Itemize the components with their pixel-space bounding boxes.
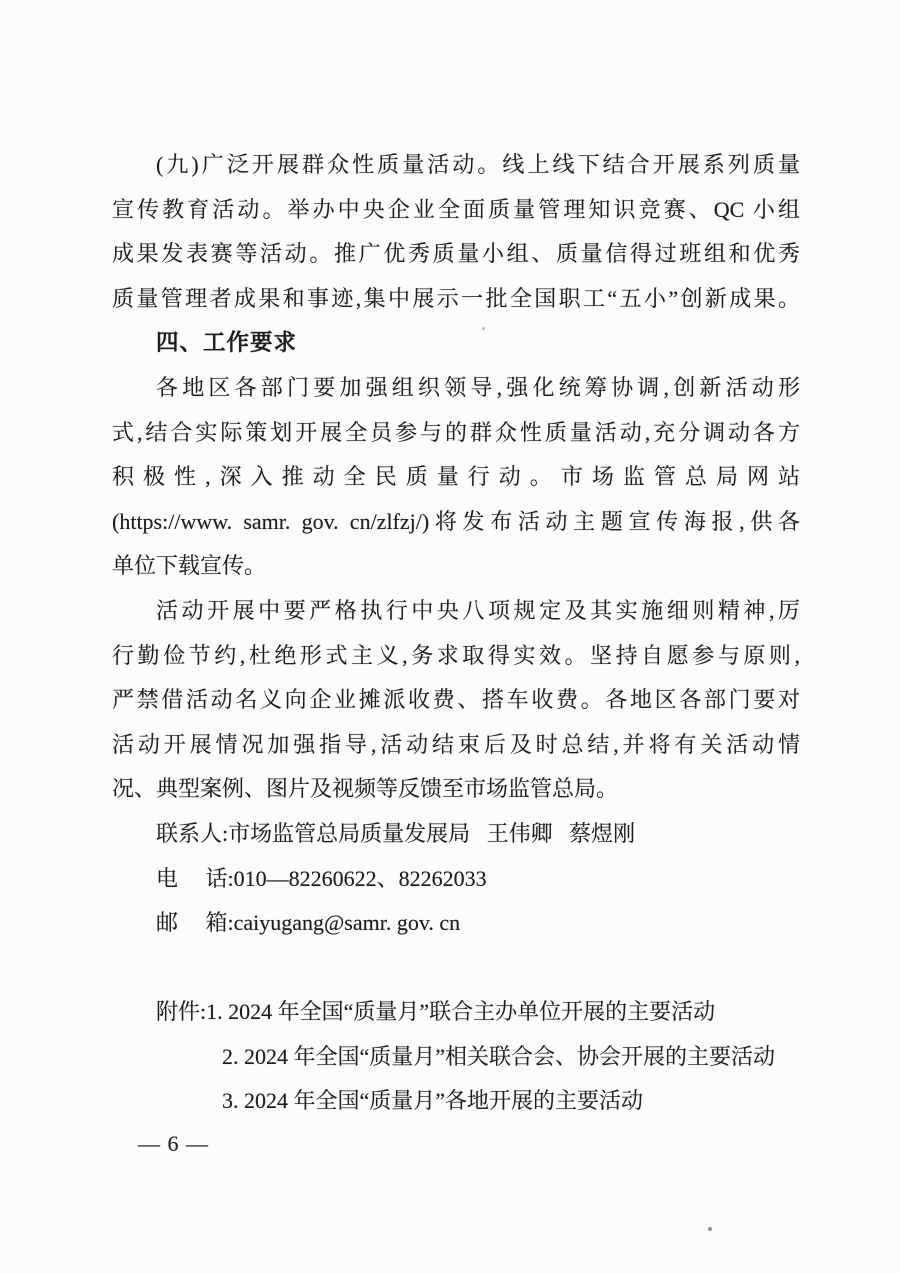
attachment-line: 2. 2024 年全国“质量月”相关联合会、协会开展的主要活动 xyxy=(222,1043,776,1069)
attachment-line: 3. 2024 年全国“质量月”各地开展的主要活动 xyxy=(222,1088,644,1114)
attachment-line: 附件:1. 2024 年全国“质量月”联合主办单位开展的主要活动 xyxy=(156,999,716,1025)
paragraph-line: 宣传教育活动。举办中央企业全面质量管理知识竞赛、QC 小组 xyxy=(112,196,800,222)
paragraph-line: (九)广泛开展群众性质量活动。线上线下结合开展系列质量 xyxy=(156,152,800,177)
contact-email-line: 邮 箱:caiyugang@samr. gov. cn xyxy=(156,910,461,936)
paragraph-line: 活动开展中要严格执行中央八项规定及其实施细则精神,厉 xyxy=(156,597,800,623)
paragraph-line: 质量管理者成果和事迹,集中展示一批全国职工“五小”创新成果。 xyxy=(112,285,800,311)
page-number: — 6 — xyxy=(138,1131,209,1156)
contact-phone-line: 电 话:010—82260622、82262033 xyxy=(156,865,487,891)
scan-speck xyxy=(708,1227,712,1231)
document-body xyxy=(112,143,800,1124)
paragraph-line: 积极性,深入推动全民质量行动。市场监管总局网站 xyxy=(112,464,800,490)
paragraph-line: 式,结合实际策划开展全员参与的群众性质量活动,充分调动各方 xyxy=(112,419,800,445)
paragraph-line: 况、典型案例、图片及视频等反馈至市场监管总局。 xyxy=(112,776,619,802)
paragraph-line: 行勤俭节约,杜绝形式主义,务求取得实效。坚持自愿参与原则, xyxy=(112,642,800,668)
contact-person-line: 联系人:市场监管总局质量发展局 王伟卿 蔡煜刚 xyxy=(156,820,636,846)
paragraph-line-url: (https://www. samr. gov. cn/zlfzj/)将发布活动主题宣传海报,供各 xyxy=(112,508,800,534)
paragraph-line: 严禁借活动名义向企业摊派收费、搭车收费。各地区各部门要对 xyxy=(112,687,800,713)
scan-speck xyxy=(482,327,485,330)
paragraph-line: 成果发表赛等活动。推广优秀质量小组、质量信得过班组和优秀 xyxy=(112,241,800,267)
section-heading: 四、工作要求 xyxy=(156,330,298,356)
paragraph-line: 单位下载宣传。 xyxy=(112,553,267,579)
paragraph-line: 活动开展情况加强指导,活动结束后及时总结,并将有关活动情 xyxy=(112,731,800,757)
paragraph-line: 各地区各部门要加强组织领导,强化统筹协调,创新活动形 xyxy=(156,374,800,400)
blank-line xyxy=(112,946,800,991)
